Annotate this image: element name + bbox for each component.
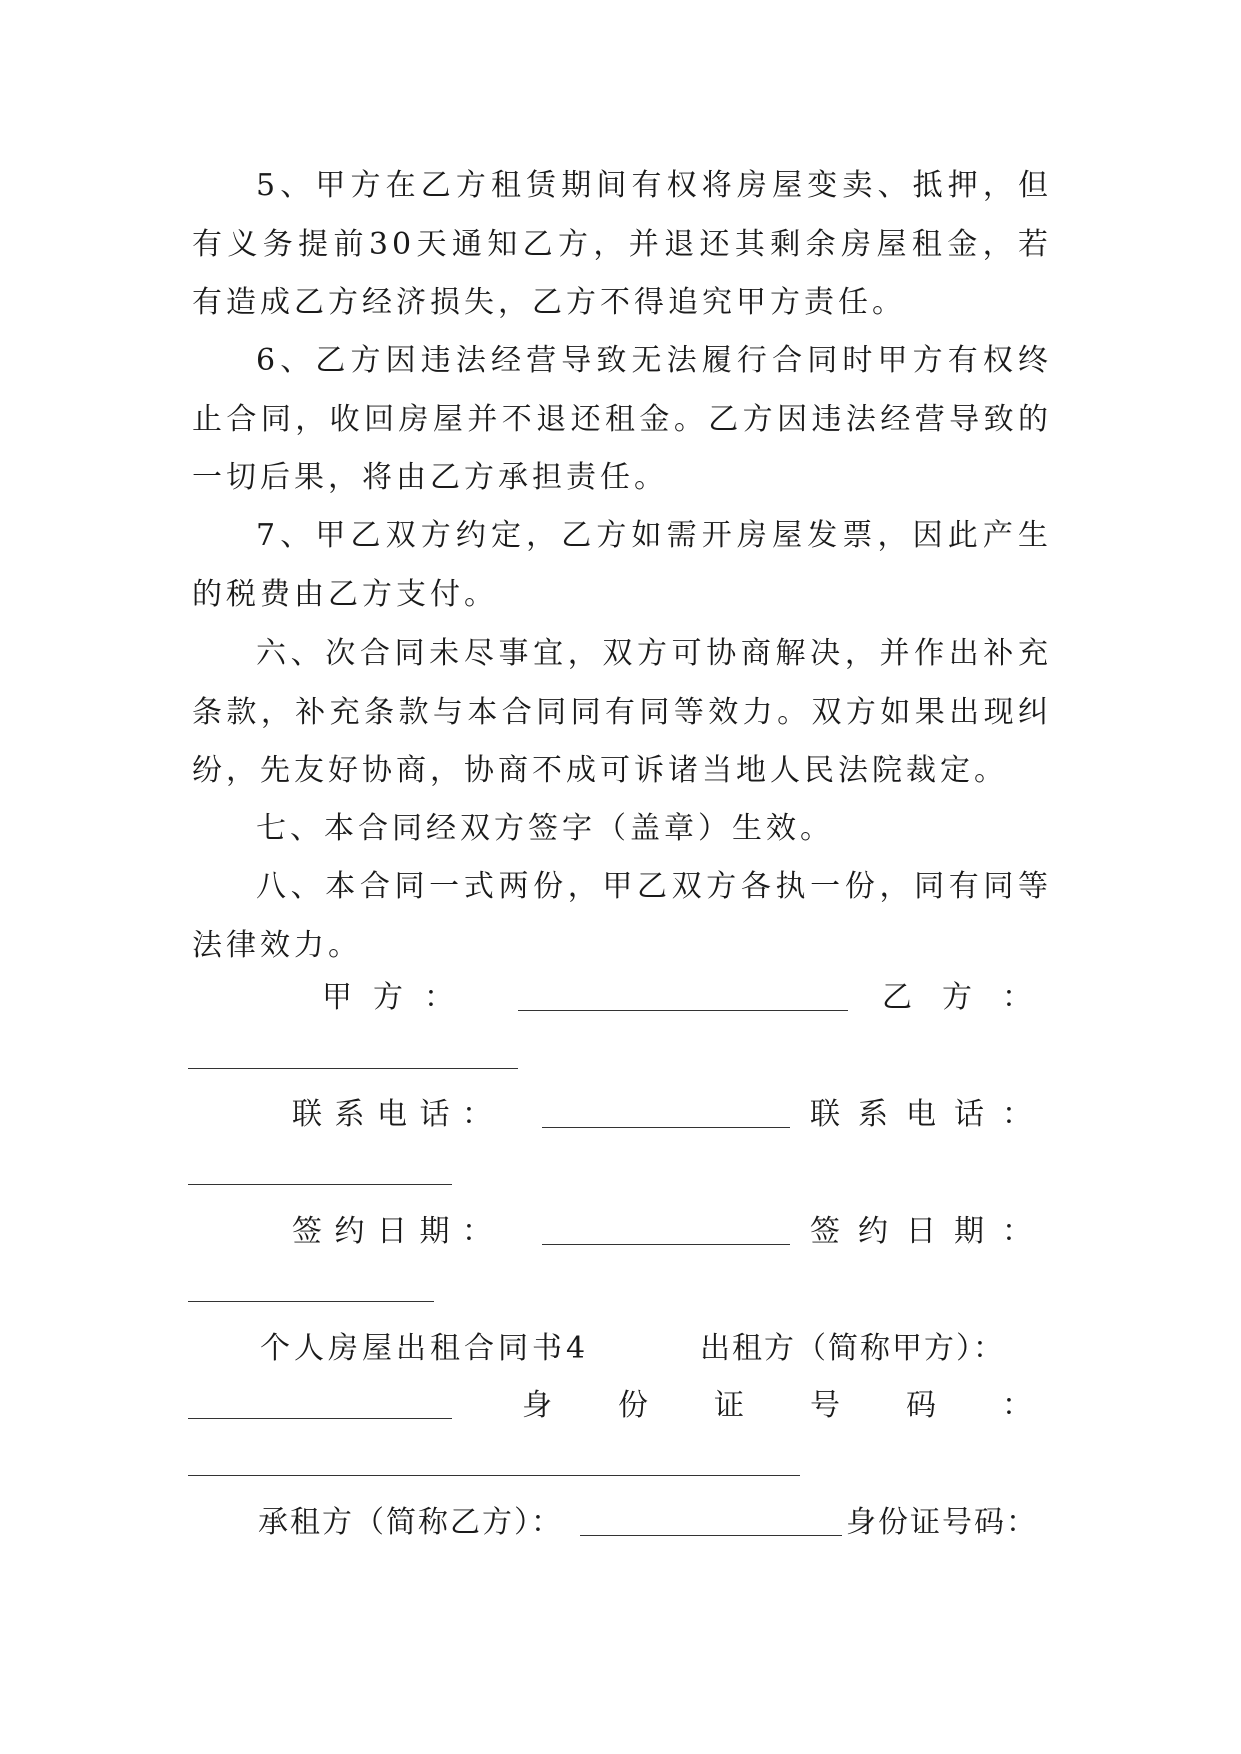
lessee-id-label: 身份证号码：: [846, 1505, 1038, 1540]
lessee-name-line[interactable]: [580, 1535, 842, 1536]
clause-7-paragraph: 7、甲乙双方约定，乙方如需开房屋发票，因此产生的税费由乙方支付。: [192, 518, 1052, 612]
party-a-phone-label: 联 系 电 话 ：: [292, 1097, 492, 1132]
contract-4-title: 个人房屋出租合同书4: [260, 1331, 590, 1366]
article-six-paragraph: 六、次合同未尽事宜，双方可协商解决，并作出补充条款，补充条款与本合同同有同等效力。双方如果出现纠纷，先友好协商，协商不成可诉诸当地人民法院裁定。: [192, 636, 1052, 788]
lessor-id-label: 身 份 证 号 码 ：: [522, 1388, 1032, 1423]
party-a-phone-line[interactable]: [542, 1127, 790, 1128]
clause-6-paragraph: 6、乙方因违法经营导致无法履行合同时甲方有权终止合同，收回房屋并不退还租金。乙方因违法经营导致的一切后果，将由乙方承担责任。: [192, 343, 1052, 495]
party-a-signature-line[interactable]: [518, 1010, 848, 1011]
lessor-id-line[interactable]: [188, 1475, 800, 1476]
article-seven-paragraph: 七、本合同经双方签字（盖章）生效。: [256, 811, 834, 846]
lessee-label: 承租方（简称乙方）：: [258, 1505, 563, 1540]
party-b-date-line[interactable]: [188, 1301, 434, 1302]
party-b-phone-line[interactable]: [188, 1184, 452, 1185]
party-b-label: 乙 方 ：: [882, 980, 1032, 1015]
lessor-label: 出租方（简称甲方）：: [700, 1331, 1005, 1366]
party-a-date-label: 签 约 日 期 ：: [292, 1214, 492, 1249]
clause-5-paragraph: 5、甲方在乙方租赁期间有权将房屋变卖、抵押，但有义务提前30天通知乙方，并退还其剩余房屋租金，若有造成乙方经济损失，乙方不得追究甲方责任。: [192, 168, 1052, 320]
party-b-date-label: 签 约 日 期 ：: [810, 1214, 1032, 1249]
party-a-label: 甲 方 ：: [322, 980, 454, 1015]
party-b-phone-label: 联 系 电 话 ：: [810, 1097, 1032, 1132]
article-eight-paragraph: 八、本合同一式两份，甲乙双方各执一份，同有同等法律效力。: [192, 869, 1052, 963]
party-b-signature-line[interactable]: [188, 1068, 518, 1069]
lessor-name-line[interactable]: [188, 1418, 452, 1419]
party-a-date-line[interactable]: [542, 1244, 790, 1245]
